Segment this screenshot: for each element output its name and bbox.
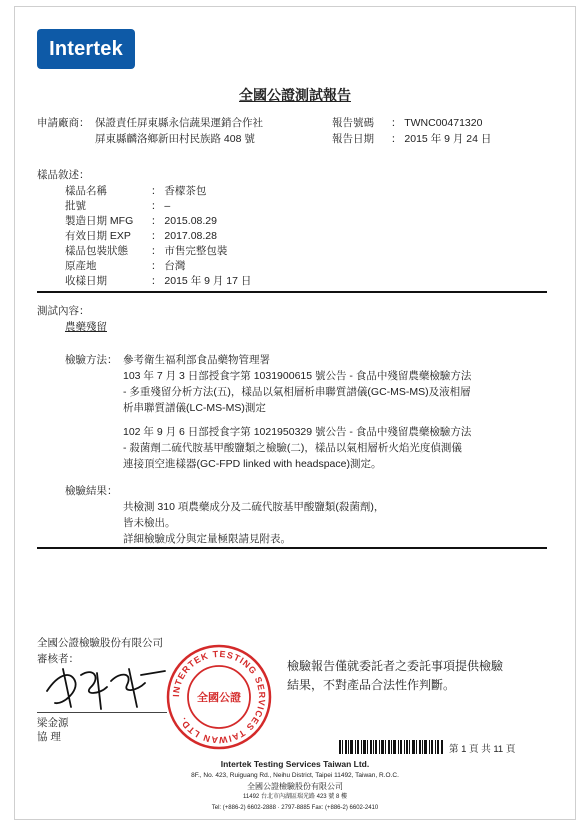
sample-row-value: ： 2017.08.28 (151, 230, 217, 242)
applicant-name: 保證責任屏東縣永信蔬果運銷合作社 (95, 117, 263, 129)
method-line: - 殺菌劑二硫代胺基甲酸鹽類之檢驗(二)，樣品以氣相層析火焰光度偵測儀 (123, 442, 462, 454)
seal-ring-text: INTERTEK TESTING SERVICES TAIWAN LTD. (170, 648, 268, 746)
report-number-label: 報告號碼 (332, 117, 374, 129)
sample-row-value: ： 香檬茶包 (151, 185, 207, 197)
signature-line (37, 712, 167, 713)
applicant-address: 屏東縣麟洛鄉新田村民族路 408 號 (95, 133, 255, 145)
method-line: 102 年 9 月 6 日部授食字第 1021950329 號公告 - 食品中殘留農藥檢驗方法 (123, 426, 472, 438)
footer-phone: Tel: (+886-2) 6602-2888 · 2797-8885 Fax: (+886-2) 6602-2410 (211, 805, 379, 811)
method-line: 103 年 7 月 3 日部授食字第 1031900615 號公告 - 食品中殘留農藥檢驗方法 (123, 370, 472, 382)
method-line: - 多重殘留分析方法(五)，樣品以氣相層析串聯質譜儀(GC-MS-MS)及液相層 (123, 386, 471, 398)
footer-company-en: Intertek Testing Services Taiwan Ltd. (220, 759, 370, 769)
intertek-logo: Intertek (37, 29, 135, 69)
report-number-value: ： TWNC00471320 (391, 117, 483, 129)
report-title-block (15, 85, 575, 105)
disclaimer (287, 657, 503, 695)
signer-title: 協 理 (37, 731, 61, 743)
report-title: 全國公證測試報告 (239, 87, 351, 103)
result-label: 檢驗結果： (65, 485, 118, 497)
method-line: 連接頂空進樣器(GC-FPD linked with headspace)測定。 (123, 458, 382, 470)
disclaimer-line: 檢驗報告僅就委託者之委託事項提供檢驗 (287, 659, 504, 673)
sample-row-label: 製造日期 MFG (65, 215, 134, 227)
method-line: 析串聯質譜儀(LC-MS-MS)測定 (123, 402, 266, 414)
divider (37, 291, 547, 293)
sample-row-value: ： – (151, 200, 171, 212)
method-2 (123, 424, 471, 472)
method-1 (123, 368, 471, 416)
page-indicator: 第 1 頁 共 11 頁 (449, 744, 516, 755)
report-date-value: ： 2015 年 9 月 24 日 (391, 133, 492, 145)
reviewer-label: 審核者： (37, 653, 79, 665)
test-item: 農藥殘留 (65, 321, 107, 333)
sample-row-label: 原產地 (65, 260, 97, 272)
result-lines (123, 499, 384, 547)
footer-company-zh: 全國公證檢驗股份有限公司 (247, 782, 343, 791)
sample-row-label: 收樣日期 (65, 275, 107, 287)
report-date-label: 報告日期 (332, 133, 374, 145)
barcode (339, 740, 443, 754)
sample-row-label: 樣品名稱 (65, 185, 107, 197)
sample-row-value: ： 2015 年 9 月 17 日 (151, 275, 252, 287)
sample-row-value: ： 2015.08.29 (151, 215, 217, 227)
signer-name: 梁金源 (37, 717, 69, 729)
result-line: 詳細檢驗成分與定量極限請見附表。 (123, 533, 291, 545)
disclaimer-line: 結果，不對產品合法性作判斷。 (287, 678, 456, 692)
footer-address-en: 8F., No. 423, Ruiguang Rd., Neihu District, Taipei 11492, Taiwan, R.O.C. (191, 772, 399, 779)
applicant-label: 申請廠商： (37, 117, 90, 129)
divider (37, 547, 547, 549)
report-page (14, 6, 576, 820)
result-line: 共檢測 310 項農藥成分及二硫代胺基甲酸鹽類(殺菌劑)， (123, 501, 385, 513)
sample-row-label: 樣品包裝狀態 (65, 245, 128, 257)
footer (15, 759, 575, 814)
method-intro: 參考衛生福利部食品藥物管理署 (123, 354, 270, 366)
footer-address-zh: 11492 台北市內湖區瑞光路 423 號 8 樓 (243, 794, 347, 800)
method-label: 檢驗方法： (65, 354, 118, 366)
company-seal-stamp (165, 643, 273, 751)
sample-row-label: 批號 (65, 200, 86, 212)
sample-row-value: ： 台灣 (151, 260, 186, 272)
sample-row-value: ： 市售完整包裝 (151, 245, 228, 257)
handwritten-signature (41, 661, 171, 713)
test-heading: 測試內容： (37, 305, 90, 317)
sample-row-label: 有效日期 EXP (65, 230, 131, 242)
seal-center-text: 全國公證 (197, 691, 241, 704)
sign-company: 全國公證檢驗股份有限公司 (37, 637, 163, 649)
sample-heading: 樣品敘述： (37, 169, 90, 181)
result-line: 皆未檢出。 (123, 517, 176, 529)
